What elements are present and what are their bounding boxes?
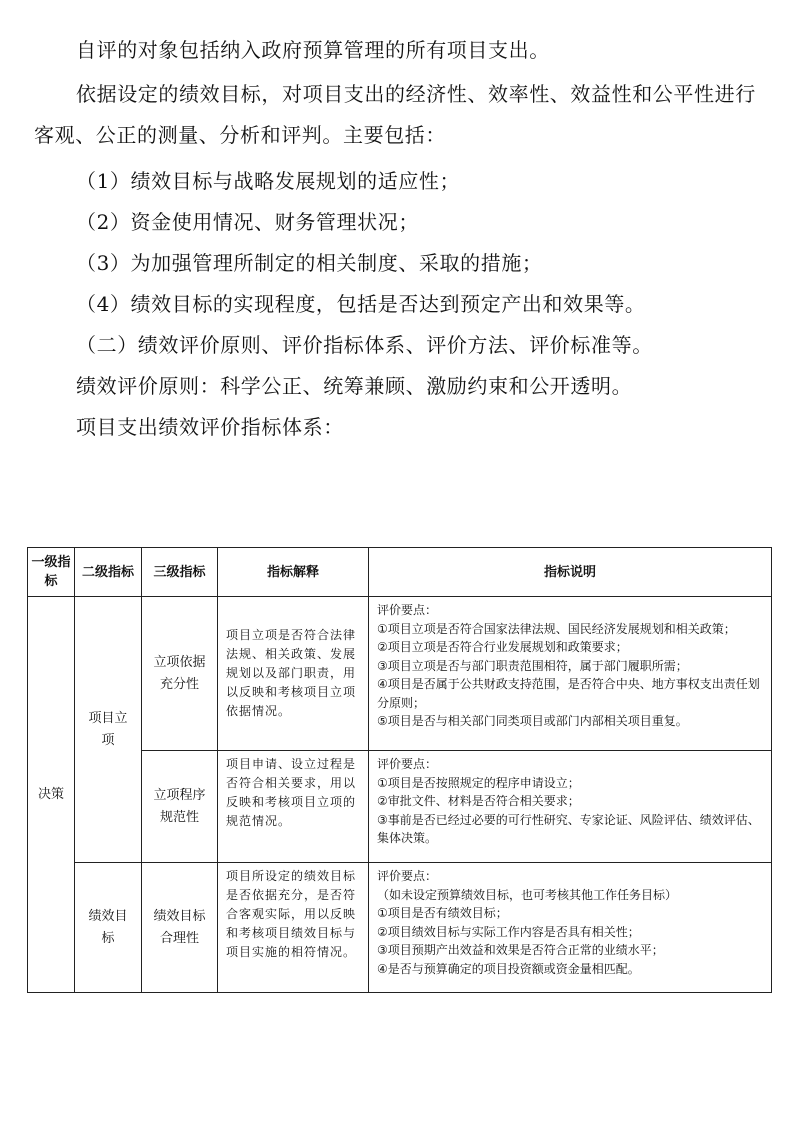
note-line: （如未设定预算绩效目标，也可考核其他工作任务目标） [377,887,678,902]
note-line: ②审批文件、材料是否符合相关要求； [377,794,580,808]
indicator-table [27,547,772,993]
table-header-row [28,548,772,597]
notes-cell [369,597,772,751]
paragraph-basis: 依据设定的绩效目标，对项目支出的经济性、效率性、效益性和公平性进行客观、公正的测量、分析和评判。主要包括： [34,82,756,147]
section-heading: （二）绩效评价原则、评价指标体系、评价方法、评价标准等。 [76,333,653,357]
level3-cell: 绩效目标合理性 [142,863,218,993]
note-line: 评价要点： [377,757,438,771]
table-row [28,597,772,751]
note-line: ①项目是否有绩效目标； [377,906,508,920]
notes-cell [369,751,772,863]
note-line: ④项目是否属于公共财政支持范围，是否符合中央、地方事权支出责任划分原则； [377,677,760,710]
table-row [28,863,772,993]
note-line: ⑤项目是否与相关部门同类项目或部门内部相关项目重复。 [377,714,688,728]
notes-cell [369,863,772,993]
level2-cell: 绩效目标 [75,863,142,993]
explanation-cell: 项目申请、设立过程是否符合相关要求，用以反映和考核项目立项的规范情况。 [218,751,369,863]
note-line: ①项目立项是否符合国家法律法规、国民经济发展规划和相关政策； [377,621,736,636]
level2-cell: 项目立项 [75,597,142,863]
header-level3: 三级指标 [142,548,218,597]
header-level2: 二级指标 [75,548,142,597]
paragraph-indicator-intro: 项目支出绩效评价指标体系： [76,415,344,439]
list-item: （2）资金使用情况、财务管理状况； [76,210,419,234]
header-explanation: 指标解释 [218,548,369,597]
note-line: 评价要点： [377,869,438,883]
level3-cell: 立项依据充分性 [142,597,218,751]
list-item: （4）绩效目标的实现程度，包括是否达到预定产出和效果等。 [76,292,646,316]
note-line: ①项目是否按照规定的程序申请设立； [377,775,580,790]
list-item: （1）绩效目标与战略发展规划的适应性； [76,169,461,193]
header-notes: 指标说明 [369,548,772,597]
note-line: ④是否与预算确定的项目投资额或资金量相匹配。 [377,961,640,976]
header-level1: 一级指标 [28,548,75,597]
note-line: ③事前是否已经过必要的可行性研究、专家论证、风险评估、绩效评估、集体决策。 [377,812,760,845]
paragraph-principles: 绩效评价原则：科学公正、统筹兼顾、激励约束和公开透明。 [76,374,633,398]
explanation-cell: 项目所设定的绩效目标是否依据充分，是否符合客观实际，用以反映和考核项目绩效目标与项目实施的相符情况。 [218,863,369,993]
level3-cell: 立项程序规范性 [142,751,218,863]
note-line: 评价要点： [377,603,438,617]
note-line: ②项目立项是否符合行业发展规划和政策要求； [377,640,628,654]
paragraph-scope: 自评的对象包括纳入政府预算管理的所有项目支出。 [76,38,550,62]
note-line: ③项目立项是否与部门职责范围相符，属于部门履职所需； [377,658,688,673]
level1-cell: 决策 [28,597,75,993]
note-line: ③项目预期产出效益和效果是否符合正常的业绩水平； [377,943,664,957]
note-line: ②项目绩效目标与实际工作内容是否具有相关性； [377,924,640,939]
list-item: （3）为加强管理所制定的相关制度、采取的措施； [76,251,543,275]
explanation-cell: 项目立项是否符合法律法规、相关政策、发展规划以及部门职责，用以反映和考核项目立项依据情况。 [218,597,369,751]
